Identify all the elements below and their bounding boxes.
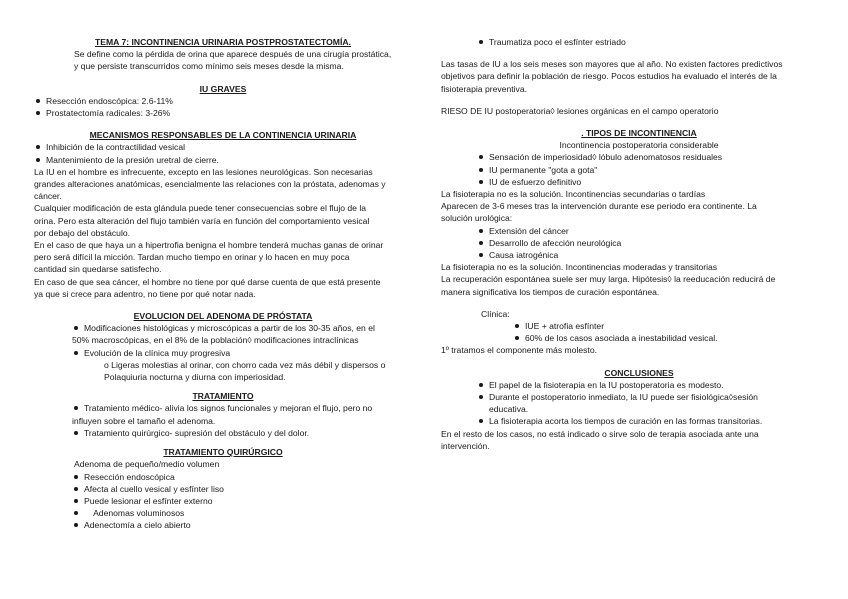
evolucion-item-cont: 50% macroscópicas, en el 8% de la población◊ modificaciones intraclínicas <box>72 335 359 346</box>
tratamiento-item: Tratamiento quirúrgico- supresión del obstáculo y del dolor. <box>72 427 412 439</box>
tema-title: TEMA 7: INCONTINENCIA URINARIA POSTPROSTATECTOMÍA. <box>95 37 351 47</box>
fisio-line: manera significativa los tiempos de curación espontánea. <box>441 286 660 297</box>
conclusiones-item: La fisioterapia acorta los tiempos de curación en las formas transitorias. <box>477 415 837 427</box>
quirurgico-item: Resección endoscópica <box>72 471 412 483</box>
conclusiones-title: CONCLUSIONES <box>604 367 674 378</box>
quirurgico-item: Afecta al cuello vesical y esfínter liso <box>72 483 412 495</box>
mecanismos-line: grandes alteraciones anatómicas, esencialmente las relaciones con la próstata, adenomas y <box>34 179 386 190</box>
final-line: intervención. <box>441 440 490 451</box>
top-item: Traumatiza poco el esfínter estriado <box>477 36 837 48</box>
mecanismos-line: pero será difícil la micción. Tardan mucho tiempo en orinar y lo hacen en muy poca <box>34 252 350 263</box>
fisio-line: La fisioterapia no es la solución. Incontinencias moderadas y transitorias <box>441 262 718 273</box>
tasas-line: objetivos para definir la población de riesgo. Pocos estudios ha evaluado el interés de la <box>441 71 777 82</box>
tipos-subtitle: Incontinencia postoperatoria considerable <box>559 140 719 151</box>
tipos-item: Sensación de imperiosidad◊ lóbulo adenomatosos residuales <box>477 151 837 163</box>
quirurgico-item: Adenectomía a cielo abierto <box>72 519 412 531</box>
fisio-line: La recuperación espontánea suele ser muy larga. Hipótesis◊ la reeducación reducirá de <box>441 274 776 285</box>
tratamiento-item-cont: influyen sobre el tamaño el adenoma. <box>72 415 216 426</box>
mecanismos-line: En caso de que sea cáncer, el hombre no tiene por qué darse cuenta de que está presente <box>34 276 381 287</box>
fisio-line: La fisioterapia no es la solución. Incontinencias secundarias o tardías <box>441 189 706 200</box>
mecanismos-line: En el caso de que haya un a hipertrofia benigna el hombre tenderá muchas ganas de orinar <box>34 240 384 251</box>
mecanismos-line: orina. Pero esta alteración del flujo también varía en función del comportamiento vesical <box>34 215 370 226</box>
mecanismos-title: MECANISMOS RESPONSABLES DE LA CONTINENCIA URINARIA <box>89 130 357 141</box>
mecanismos-line: cáncer. <box>34 191 62 202</box>
clinica-item: 60% de los casos asociada a inestabilidad vesical. <box>513 332 837 344</box>
tipos-title: . TIPOS DE INCONTINENCIA <box>581 128 697 139</box>
tasas-line: fisioterapia preventiva. <box>441 83 527 94</box>
left-column <box>34 36 412 532</box>
quirurgico-title: TRATAMIENTO QUIRÚRGICO <box>163 447 283 458</box>
mecanismos-line: La IU en el hombre es infrecuente, excepto en las lesiones neurológicas. Son necesarias <box>34 166 373 177</box>
fisio-line: Aparecen de 3-6 meses tras la intervención durante ese periodo era continente. La <box>441 201 757 212</box>
rieso-line: RIESO DE IU postoperatoria◊ lesiones orgánicas en el campo operatorio <box>441 105 719 116</box>
urologica-item: Extensión del cáncer <box>477 225 837 237</box>
definition-line-1: Se define como la pérdida de orina que aparece después de una cirugía prostática, <box>74 49 392 60</box>
conclusiones-item: Durante el postoperatorio inmediato, la IU puede ser fisiológica◊sesión <box>477 391 837 403</box>
right-column <box>441 36 837 452</box>
final-line: En el resto de los casos, no está indicado o sirve solo de terapia asociada ante una <box>441 428 759 439</box>
evolucion-subitem: Polaquiuria nocturna y diurna con imperiosidad. <box>104 372 286 383</box>
mecanismos-line: Cualquier modificación de esta glándula puede tener consecuencias sobre el flujo de la <box>34 203 367 214</box>
iu-graves-item: Prostatectomía radicales: 3-26% <box>34 107 412 119</box>
quirurgico-item: Adenomas voluminosos <box>72 507 412 519</box>
clinica-label: Clínica: <box>481 308 510 319</box>
evolucion-subitem: o Ligeras molestias al orinar, con chorro cada vez más débil y dispersos o <box>104 359 386 370</box>
iu-graves-title: IU GRAVES <box>199 83 247 94</box>
urologica-item: Causa iatrogénica <box>477 249 837 261</box>
conclusiones-item-cont: educativa. <box>489 404 529 415</box>
conclusiones-item: El papel de la fisioterapia en la IU postoperatoria es modesto. <box>477 379 837 391</box>
urologica-item: Desarrollo de afección neurológica <box>477 237 837 249</box>
tratamos-line: 1º tratamos el componente más molesto. <box>441 345 597 356</box>
quirurgico-item: Puede lesionar el esfínter externo <box>72 495 412 507</box>
mecanismos-item: Inhibición de la contractilidad vesical <box>34 141 412 153</box>
iu-graves-item: Resección endoscópica: 2.6-11% <box>34 95 412 107</box>
evolucion-item: Evolución de la clínica muy progresiva <box>72 347 412 359</box>
tipos-item: IU de esfuerzo definitivo <box>477 176 837 188</box>
tasas-line: Las tasas de IU a los seis meses son mayores que al año. No existen factores predictivos <box>441 59 783 70</box>
tratamiento-item: Tratamiento médico- alivia los signos funcionales y mejoran el flujo, pero no <box>72 402 412 414</box>
fisio-line: solución urológica: <box>441 213 513 224</box>
evolucion-title: EVOLUCION DEL ADENOMA DE PRÓSTATA <box>133 311 313 322</box>
tipos-item: IU permanente "gota a gota" <box>477 164 837 176</box>
mecanismos-line: cantidad sin quedarse satisfecho. <box>34 264 162 275</box>
mecanismos-line: ya que si crece para adentro, no tiene por qué notar nada. <box>34 288 256 299</box>
evolucion-item: Modificaciones histológicas y microscópicas a partir de los 30-35 años, en el <box>72 322 412 334</box>
mecanismos-line: por debajo del obstáculo. <box>34 227 131 238</box>
clinica-item: IUE + atrofia esfínter <box>513 320 837 332</box>
tratamiento-title: TRATAMIENTO <box>192 391 254 402</box>
mecanismos-item: Mantenimiento de la presión uretral de cierre. <box>34 154 412 166</box>
quirurgico-intro: Adenoma de pequeño/medio volumen <box>74 459 220 470</box>
definition-line-2: y que persiste transcurridos como mínimo seis meses desde la misma. <box>74 61 344 72</box>
